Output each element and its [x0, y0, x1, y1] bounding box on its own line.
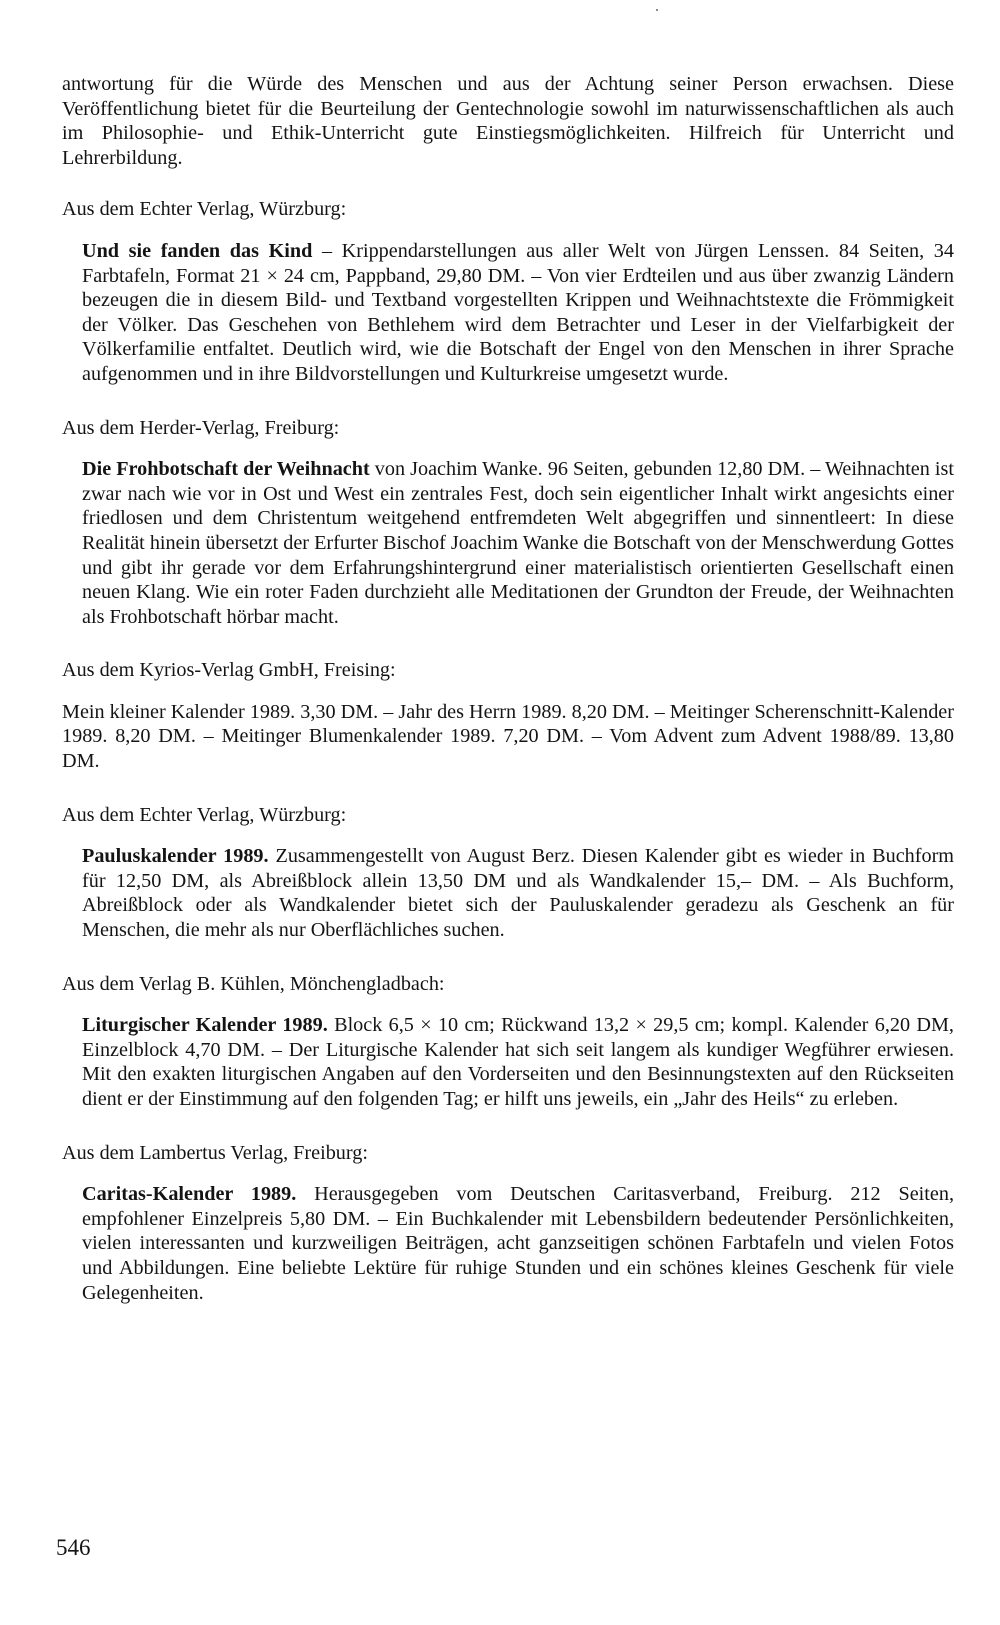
publisher-heading-herder: Aus dem Herder-Verlag, Freiburg: — [62, 416, 340, 439]
publisher-heading-kuehlen: Aus dem Verlag B. Kühlen, Mönchengladbach: — [62, 972, 445, 995]
page-text-column — [62, 72, 954, 1334]
book-description: Zusammengestellt von August Berz. Diesen Kalender gibt es wieder in Buchform für 12,50 DM, als Abreißblock allein 13,50 DM und als Wandkalender 15,– DM. – Als Buchform, Abreißblock oder als Wandkalender bietet sich der Pauluskalender geradezu als Geschenk an für Menschen, die mehr als nur Oberflächliches suchen. — [82, 845, 954, 942]
scan-mark — [656, 9, 658, 11]
book-entry-caritas-kalender — [62, 1182, 954, 1305]
publisher-heading-echter-2: Aus dem Echter Verlag, Würzburg: — [62, 803, 347, 826]
book-description: – Krippendarstellungen aus aller Welt von Jürgen Lenssen. 84 Seiten, 34 Farbtafeln, Format 21 × 24 cm, Pappband, 29,80 DM. – Von vier Erdteilen und aus über zwanzig Ländern bezeugen die in diesem Bild- und Textband vorgestellten Krippen und Weihnachtstexte die Frömmigkeit der Völker. Das Geschehen von Bethlehem wird dem Betrachter und Leser in der Vielfarbigkeit der Völkerfamilie entfaltet. Deutlich wird, wie die Botschaft der Engel von den Menschen in ihrer Sprache aufgenommen und in ihre Bildvorstellungen und Kulturkreise umgesetzt wurde. — [82, 239, 954, 385]
page-number: 546 — [56, 1535, 91, 1560]
intro-paragraph: antwortung für die Würde des Menschen und aus der Achtung seiner Person erwachsen. Diese Veröffentlichung bietet für die Beurteilung der Gentechnologie sowohl im naturwissenschaftlichen als auch im Philosophie- und Ethik-Unterricht gute Einstiegsmöglichkeiten. Hilfreich für Unterricht und Lehrerbildung. — [62, 73, 954, 169]
publisher-heading-echter-1: Aus dem Echter Verlag, Würzburg: — [62, 198, 347, 221]
book-entry-kyrios-kalender — [62, 700, 954, 774]
publisher-heading-lambertus: Aus dem Lambertus Verlag, Freiburg: — [62, 1141, 368, 1164]
book-title: Caritas-Kalender 1989. — [82, 1183, 297, 1206]
book-title: Pauluskalender 1989. — [82, 845, 269, 868]
book-description: Block 6,5 × 10 cm; Rückwand 13,2 × 29,5 cm; kompl. Kalender 6,20 DM, Einzelblock 4,70 DM. – Der Liturgische Kalender hat sich seit langem als kundiger Wegführer erwiesen. Mit den exakten liturgischen Angaben auf den Vorderseiten und den Besinnungstexten auf den Rückseiten dient er der Einstimmung auf den folgenden Tag; er hilft uns jeweils, ein „Jahr des Heils“ zu erleben. — [82, 1014, 954, 1110]
book-title: Und sie fanden das Kind — [82, 239, 313, 262]
book-description: Mein kleiner Kalender 1989. 3,30 DM. – Jahr des Herrn 1989. 8,20 DM. – Meitinger Scherenschnitt-Kalender 1989. 8,20 DM. – Meitinger Blumenkalender 1989. 7,20 DM. – Vom Advent zum Advent 1988/89. 13,80 DM. — [62, 700, 954, 773]
book-title: Liturgischer Kalender 1989. — [82, 1014, 328, 1037]
book-entry-pauluskalender — [62, 844, 954, 942]
book-entry-und-sie-fanden-das-kind — [62, 239, 954, 387]
book-entry-frohbotschaft — [62, 457, 954, 629]
book-description: Herausgegeben vom Deutschen Caritasverband, Freiburg. 212 Seiten, empfohlener Einzelpreis 5,80 DM. – Ein Buchkalender mit Lebensbildern bedeutender Persönlichkeiten, vielen interessanten und kurzweiligen Beiträgen, acht ganzseitigen schönen Farbtafeln und vielen Fotos und Abbildungen. Eine beliebte Lektüre für ruhige Stunden und ein schönes kleines Geschenk für viele Gelegenheiten. — [82, 1183, 955, 1304]
publisher-heading-kyrios: Aus dem Kyrios-Verlag GmbH, Freising: — [62, 659, 396, 682]
book-entry-liturgischer-kalender — [62, 1013, 954, 1111]
book-description: von Joachim Wanke. 96 Seiten, gebunden 12,80 DM. – Weihnachten ist zwar nach wie vor in Ost und West ein zentrales Fest, doch sein eigentlicher Inhalt wirkt angesichts einer friedlosen und dem Christentum weitgehend entfremdeten Welt abgegriffen und sinnentleert: In diese Realität hinein übersetzt der Erfurter Bischof Joachim Wanke die Botschaft von der Menschwerdung Gottes und gibt ihr gerade vor dem Erfahrungshintergrund einer materialistisch orientierten Gesellschaft einen neuen Klang. Wie ein roter Faden durchzieht alle Meditationen der Grundton der Freude, der Weihnachten als Frohbotschaft hörbar macht. — [82, 458, 954, 628]
book-title: Die Frohbotschaft der Weihnacht — [82, 458, 370, 481]
